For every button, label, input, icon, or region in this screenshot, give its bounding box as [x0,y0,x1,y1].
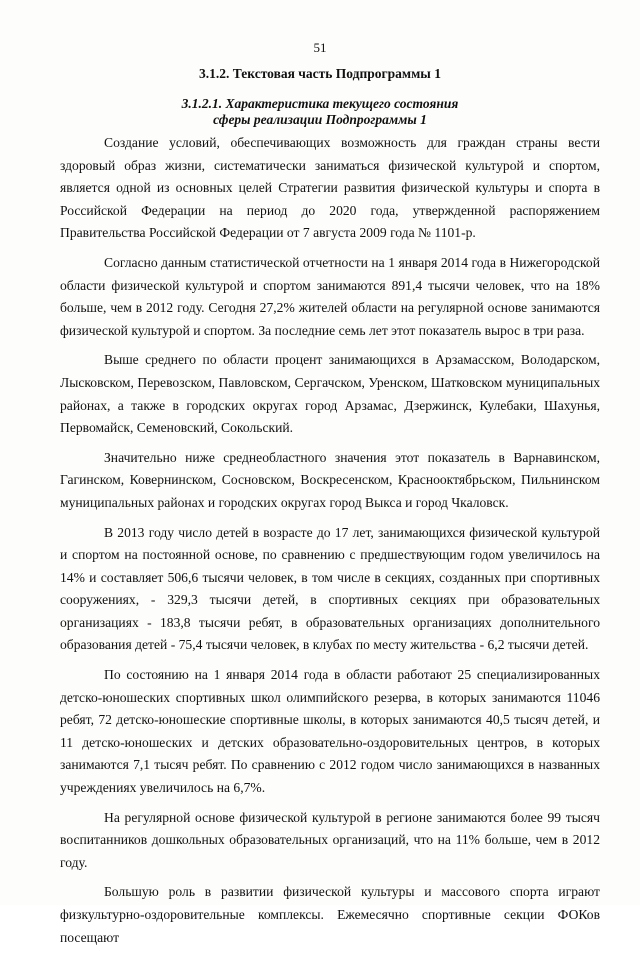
paragraph-above-average: Выше среднего по области процент занимающихся в Арзамасском, Володарском, Лысковском, Перевозском, Павловском, Сергачском, Уренском, Шатковском муниципальных районах, а также в городских округах город Арзамас, Дзержинск, Кулебаки, Шахунья, Первомайск, Семеновский, Сокольский. [60,352,600,436]
section-title: 3.1.2. Текстовая часть Подпрограммы 1 [199,66,441,81]
subsection-title-line-1: 3.1.2.1. Характеристика текущего состояния [181,96,459,111]
paragraph-goals: Создание условий, обеспечивающих возможность для граждан страны вести здоровый образ жизни, систематически заниматься физической культурой и спортом, является одной из основных целей Стратегии развития физической культуры и спорта в Российской Федерации на период до 2020 года, утвержденной распоряжением Правительства Российской Федерации от 7 августа 2009 года № 1101-р. [60,135,600,241]
page-number: 51 [313,40,327,55]
subsection-title [0,96,640,128]
paragraph-sport-schools: По состоянию на 1 января 2014 года в области работают 25 специализированных детско-юношеских спортивных школ олимпийского резерва, в которых занимаются 11046 ребят, 72 детско-юношеские спортивные школы, в которых занимаются 40,5 тысяч детей, и 11 детско-юношеских и детских образовательно-оздоровительных центров, в которых занимаются 7,1 тысяч ребят. По сравнению с 2012 годом число занимающихся в названных учреждениях увеличилось на 6,7%. [60,667,600,796]
paragraph-preschool: На регулярной основе физической культурой в регионе занимаются более 99 тысяч воспитанников дошкольных образовательных организаций, что на 11% больше, чем в 2012 году. [60,809,600,870]
paragraph-foks: Большую роль в развитии физической культуры и массового спорта играют физкультурно-оздоровительные комплексы. Ежемесячно спортивные секции ФОКов посещают [60,884,600,945]
paragraph-statistics: Согласно данным статистической отчетности на 1 января 2014 года в Нижегородской области физической культурой и спортом занимаются 891,4 тысячи человек, что на 18% больше, чем в 2012 году. Сегодня 27,2% жителей области на регулярной основе занимаются физической культурой и спортом. За последние семь лет этот показатель вырос в три раза. [60,254,600,338]
paragraph-below-average: Значительно ниже среднеобластного значения этот показатель в Варнавинском, Гагинском, Ковернинском, Сосновском, Воскресенском, Краснооктябрьском, Пильнинском муниципальных районах и городских округах город Выкса и город Чкаловск. [60,449,600,510]
paragraph-children-2013: В 2013 году число детей в возрасте до 17 лет, занимающихся физической культурой и спортом на постоянной основе, по сравнению с предшествующим годом увеличилось на 14% и составляет 506,6 тысячи человек, в том числе в секциях, созданных при спортивных сооружениях, - 329,3 тысячи детей, в спортивных секциях при образовательных организациях - 183,8 тысячи ребят, в образовательных организациях дополнительного образования детей - 75,4 тысячи человек, в клубах по месту жительства - 6,2 тысячи детей. [60,524,600,653]
subsection-title-line-2: сферы реализации Подпрограммы 1 [213,112,427,127]
body-text [60,132,600,956]
